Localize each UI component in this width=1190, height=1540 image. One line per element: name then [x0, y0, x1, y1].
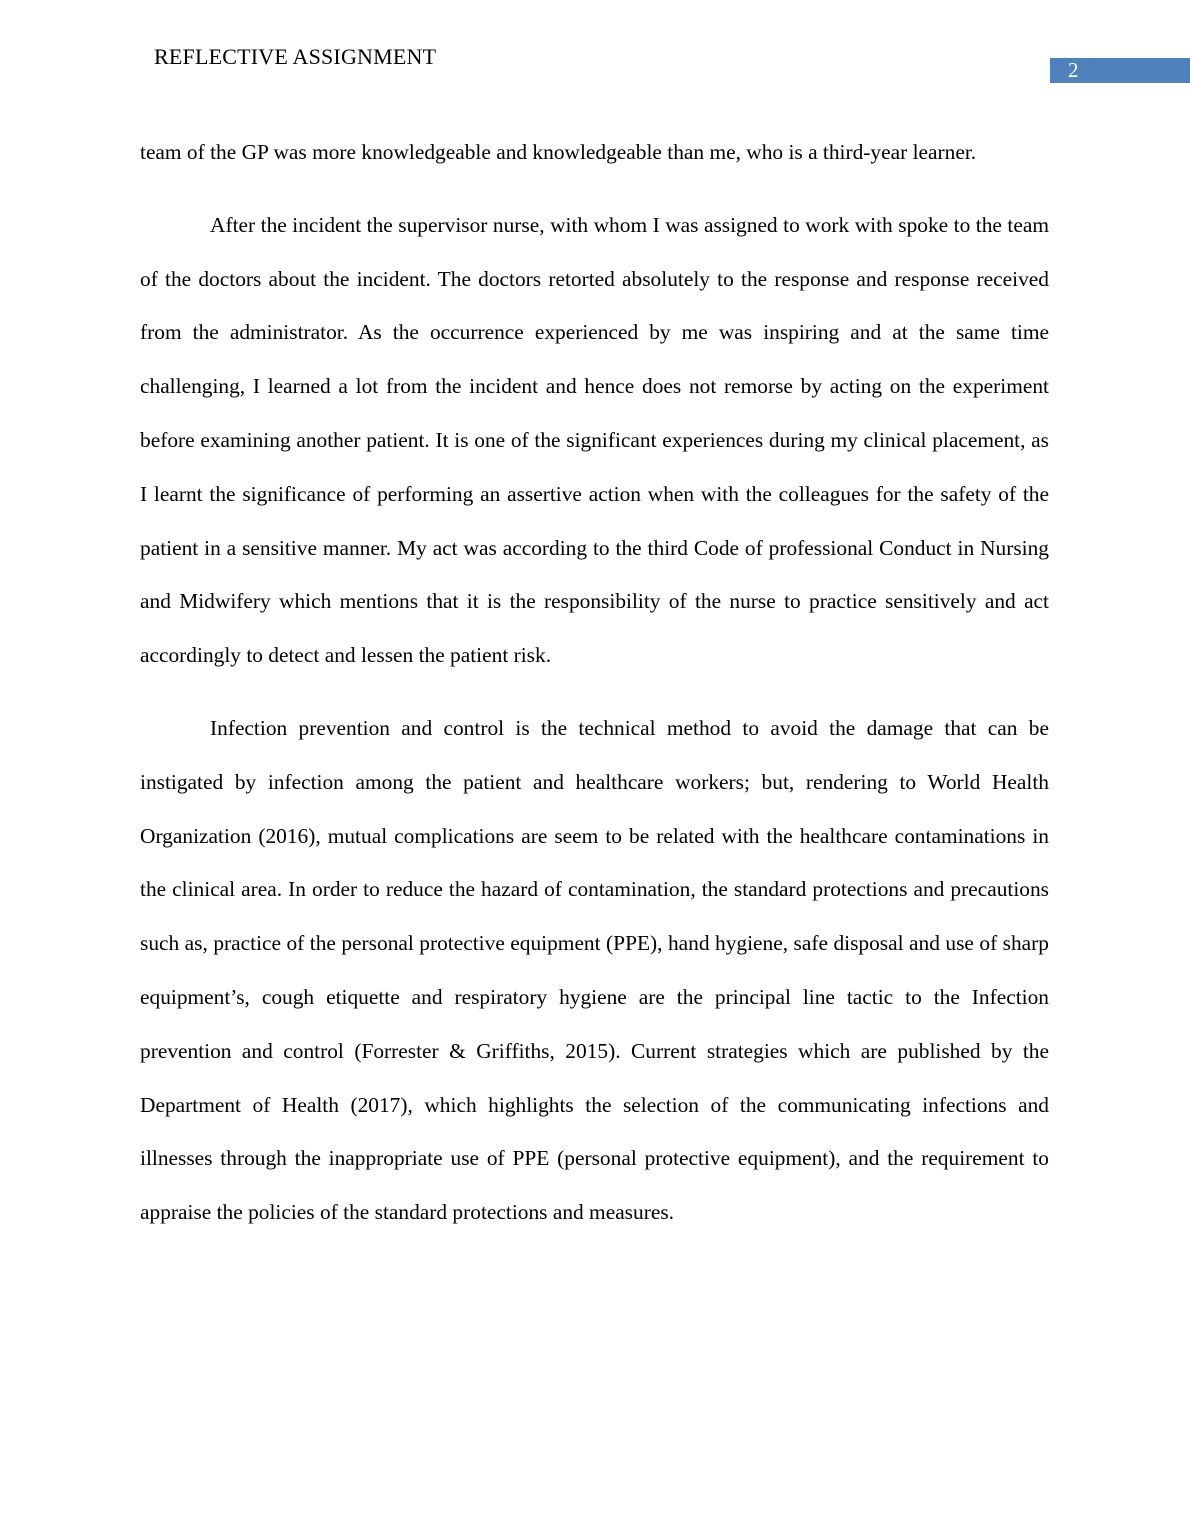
paragraph-continued: team of the GP was more knowledgeable and knowledgeable than me, who is a third-year learner.: [140, 140, 977, 164]
paragraph-infection-prevention: Infection prevention and control is the technical method to avoid the damage that can be instigated by infection among the patient and healthcare workers; but, rendering to World Health Organization (2016), mutual complications are seem to be related with the healthcare contaminations in the clinical area. In order to reduce the hazard of contamination, the standard protections and precautions such as, practice of the personal protective equipment (PPE), hand hygiene, safe disposal and use of sharp equipment’s, cough etiquette and respiratory hygiene are the principal line tactic to the Infection prevention and control (Forrester & Griffiths, 2015). Current strategies which are published by the Department of Health (2017), which highlights the selection of the communicating infections and illnesses through the inappropriate use of PPE (personal protective equipment), and the requirement to appraise the policies of the standard protections and measures.: [140, 715, 1049, 1225]
paragraph-incident-reflection: After the incident the supervisor nurse, with whom I was assigned to work with spoke to the team of the doctors about the incident. The doctors retorted absolutely to the response and response received from the administrator. As the occurrence experienced by me was inspiring and at the same time challenging, I learned a lot from the incident and hence does not remorse by acting on the experiment before examining another patient. It is one of the significant experiences during my clinical placement, as I learnt the significance of performing an assertive action when with the colleagues for the safety of the patient in a sensitive manner. My act was according to the third Code of professional Conduct in Nursing and Midwifery which mentions that it is the responsibility of the nurse to practice sensitively and act accordingly to detect and lessen the patient risk.: [140, 212, 1049, 668]
running-head: REFLECTIVE ASSIGNMENT: [154, 44, 437, 69]
body-text: [140, 126, 1049, 1259]
page-number-box: [1050, 58, 1190, 83]
page-number: 2: [1068, 58, 1079, 82]
